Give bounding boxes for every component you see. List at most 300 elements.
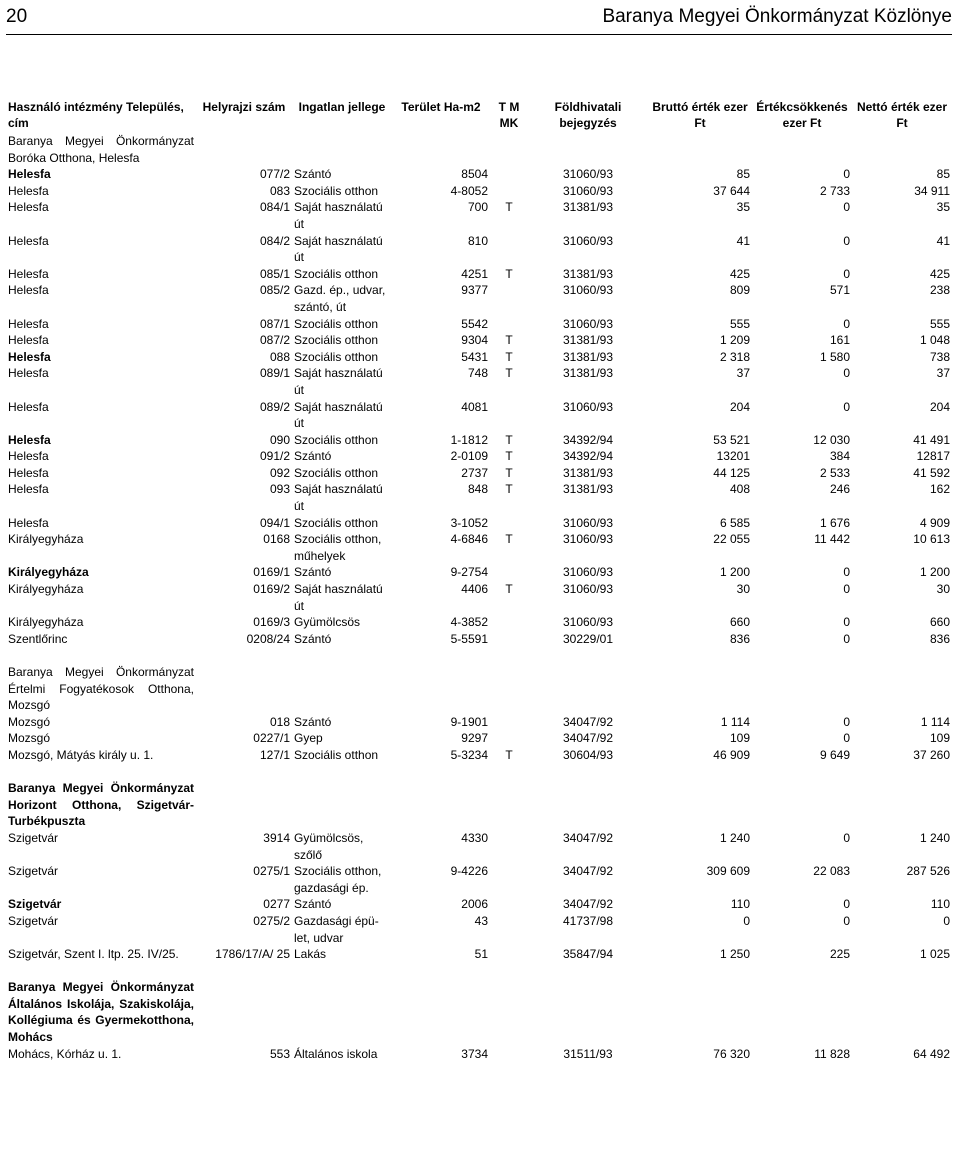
cell-gross-value: 46 909 xyxy=(713,747,750,762)
cell-plot-number: 091/2 xyxy=(259,449,290,464)
cell-land-registry: 31060/93 xyxy=(562,615,614,630)
cell-property-type: Szántó xyxy=(294,897,332,912)
page-header xyxy=(6,0,952,34)
table-body xyxy=(6,133,952,1062)
cell-depreciation: 0 xyxy=(843,266,850,281)
group-row xyxy=(6,780,952,830)
cell-gross-value: 53 521 xyxy=(713,432,750,447)
cell-property-type: Szociális otthon xyxy=(294,432,379,447)
cell-plot-number: 090 xyxy=(269,432,290,447)
table-row xyxy=(6,365,952,398)
cell-plot-number: 0169/3 xyxy=(253,615,290,630)
cell-tm-mk: T xyxy=(505,333,513,348)
cell-gross-value: 2 318 xyxy=(719,349,750,364)
cell-tm-mk xyxy=(490,282,528,315)
cell-land-registry: 31060/93 xyxy=(562,582,614,597)
spacer-row xyxy=(6,764,952,781)
cell-tm-mk xyxy=(490,896,528,913)
cell-plot-number: 553 xyxy=(269,1046,290,1061)
cell-institution: Helesfa xyxy=(8,399,49,414)
empty-cell xyxy=(648,664,752,714)
table-row xyxy=(6,166,952,183)
cell-net-value: 12817 xyxy=(916,449,950,464)
cell-depreciation: 0 xyxy=(843,399,850,414)
cell-tm-mk: T xyxy=(505,432,513,447)
cell-land-registry: 31060/93 xyxy=(562,565,614,580)
empty-cell xyxy=(392,780,490,830)
cell-institution: Helesfa xyxy=(8,233,49,248)
cell-property-type: Szociális otthon xyxy=(294,515,379,530)
cell-net-value: 660 xyxy=(929,615,950,630)
cell-land-registry: 34392/94 xyxy=(562,432,614,447)
cell-property-type: Szántó xyxy=(294,714,332,729)
cell-institution: Helesfa xyxy=(8,200,49,215)
cell-land-registry: 31060/93 xyxy=(562,167,614,182)
column-header-area: Terület Ha-m2 xyxy=(401,100,481,114)
cell-tm-mk: T xyxy=(505,482,513,497)
cell-gross-value: 1 200 xyxy=(719,565,750,580)
cell-area: 9-1901 xyxy=(450,714,488,729)
cell-depreciation: 0 xyxy=(843,233,850,248)
cell-tm-mk: T xyxy=(505,266,513,281)
cell-depreciation: 9 649 xyxy=(819,747,850,762)
page-number: 20 xyxy=(6,6,28,27)
cell-institution: Szigetvár xyxy=(8,913,59,928)
column-header-net-value: Nettó érték ezer Ft xyxy=(856,100,948,130)
column-header-plot-number: Helyrajzi szám xyxy=(202,100,286,114)
table-row xyxy=(6,465,952,482)
table-row xyxy=(6,399,952,432)
table-row xyxy=(6,863,952,896)
column-header-property-type: Ingatlan jellege xyxy=(298,100,386,114)
cell-institution: Helesfa xyxy=(8,183,49,198)
cell-area: 2737 xyxy=(461,465,488,480)
cell-depreciation: 571 xyxy=(829,283,850,298)
cell-gross-value: 6 585 xyxy=(719,515,750,530)
cell-land-registry: 31060/93 xyxy=(562,233,614,248)
cell-tm-mk xyxy=(490,714,528,731)
cell-area: 9-2754 xyxy=(450,565,488,580)
cell-property-type: Saját használatú út xyxy=(294,582,383,613)
header-divider xyxy=(6,34,952,35)
spacer-cell xyxy=(6,764,952,781)
table-row xyxy=(6,730,952,747)
cell-net-value: 1 240 xyxy=(919,830,950,845)
cell-institution: Helesfa xyxy=(8,432,51,447)
cell-net-value: 41 xyxy=(936,233,950,248)
cell-depreciation: 11 442 xyxy=(814,532,850,547)
empty-cell xyxy=(752,780,852,830)
cell-property-type: Saját használatú út xyxy=(294,482,383,514)
cell-tm-mk xyxy=(490,614,528,631)
cell-land-registry: 34047/92 xyxy=(562,830,614,845)
cell-plot-number: 089/1 xyxy=(259,366,290,381)
cell-plot-number: 0275/1 xyxy=(253,864,290,879)
cell-tm-mk xyxy=(490,830,528,863)
cell-land-registry: 31381/93 xyxy=(562,482,614,497)
cell-area: 4081 xyxy=(461,399,488,414)
empty-cell xyxy=(292,133,392,166)
empty-cell xyxy=(528,780,648,830)
empty-cell xyxy=(852,133,952,166)
cell-land-registry: 34392/94 xyxy=(562,449,614,464)
column-header-institution: Használó intézmény Település, cím xyxy=(8,100,184,130)
publication-title: Baranya Megyei Önkormányzat Közlönye xyxy=(602,6,952,27)
cell-net-value: 109 xyxy=(929,731,950,746)
group-row xyxy=(6,979,952,1045)
cell-plot-number: 087/1 xyxy=(259,316,290,331)
cell-net-value: 37 xyxy=(936,366,950,381)
cell-institution: Helesfa xyxy=(8,349,51,364)
cell-depreciation: 0 xyxy=(843,731,850,746)
empty-cell xyxy=(852,780,952,830)
group-row xyxy=(6,133,952,166)
cell-gross-value: 204 xyxy=(729,399,750,414)
table-row xyxy=(6,830,952,863)
cell-plot-number: 084/1 xyxy=(259,200,290,215)
cell-property-type: Saját használatú út xyxy=(294,200,383,231)
cell-area: 5-5591 xyxy=(450,631,488,646)
cell-tm-mk: T xyxy=(505,747,513,762)
cell-institution: Helesfa xyxy=(8,283,49,298)
cell-land-registry: 30229/01 xyxy=(562,631,614,646)
empty-cell xyxy=(196,133,292,166)
empty-cell xyxy=(752,664,852,714)
cell-depreciation: 2 533 xyxy=(819,465,850,480)
cell-property-type: Gazdasági épület, udvar xyxy=(294,913,379,945)
cell-property-type: Szántó xyxy=(294,631,332,646)
empty-cell xyxy=(752,979,852,1045)
cell-tm-mk xyxy=(490,166,528,183)
cell-tm-mk xyxy=(490,564,528,581)
cell-tm-mk xyxy=(490,183,528,200)
cell-institution: Mozsgó xyxy=(8,714,51,729)
column-header-gross-value: Bruttó érték ezer Ft xyxy=(652,100,748,130)
cell-area: 4406 xyxy=(461,582,488,597)
cell-area: 9-4226 xyxy=(450,864,488,879)
cell-land-registry: 31060/93 xyxy=(562,515,614,530)
table-row xyxy=(6,233,952,266)
spacer-cell xyxy=(6,963,952,980)
empty-cell xyxy=(196,780,292,830)
empty-cell xyxy=(392,979,490,1045)
cell-depreciation: 0 xyxy=(843,913,850,928)
empty-cell xyxy=(490,664,528,714)
cell-depreciation: 0 xyxy=(843,565,850,580)
cell-net-value: 34 911 xyxy=(914,183,950,198)
cell-depreciation: 1 676 xyxy=(819,515,850,530)
cell-property-type: Szociális otthon xyxy=(294,183,379,198)
cell-property-type: Saját használatú út xyxy=(294,233,383,265)
cell-area: 848 xyxy=(467,482,488,497)
cell-tm-mk: T xyxy=(505,349,513,364)
cell-institution: Helesfa xyxy=(8,266,49,281)
empty-cell xyxy=(392,664,490,714)
empty-cell xyxy=(490,979,528,1045)
empty-cell xyxy=(490,133,528,166)
empty-cell xyxy=(196,664,292,714)
cell-plot-number: 1786/17/A/ 25 xyxy=(215,947,290,962)
cell-tm-mk: T xyxy=(505,465,513,480)
cell-land-registry: 34047/92 xyxy=(562,714,614,729)
cell-tm-mk xyxy=(490,233,528,266)
cell-depreciation: 0 xyxy=(843,316,850,331)
table-row xyxy=(6,581,952,614)
column-header-depreciation: Értékcsökkenés ezer Ft xyxy=(756,100,848,130)
cell-land-registry: 30604/93 xyxy=(562,747,614,762)
cell-net-value: 287 526 xyxy=(906,864,950,879)
spacer-row xyxy=(6,963,952,980)
cell-land-registry: 31381/93 xyxy=(562,333,614,348)
empty-cell xyxy=(292,979,392,1045)
cell-institution: Mozsgó xyxy=(8,731,51,746)
empty-cell xyxy=(752,133,852,166)
cell-land-registry: 31060/93 xyxy=(562,183,614,198)
cell-gross-value: 37 xyxy=(736,366,750,381)
cell-gross-value: 1 240 xyxy=(719,830,750,845)
table-row xyxy=(6,316,952,333)
cell-gross-value: 22 055 xyxy=(713,532,750,547)
cell-property-type: Szántó xyxy=(294,167,332,182)
empty-cell xyxy=(528,979,648,1045)
cell-depreciation: 0 xyxy=(843,366,850,381)
cell-area: 9297 xyxy=(461,731,488,746)
table-row xyxy=(6,332,952,349)
cell-plot-number: 092 xyxy=(269,465,290,480)
cell-plot-number: 0275/2 xyxy=(253,913,290,928)
cell-property-type: Szociális otthon xyxy=(294,747,379,762)
cell-property-type: Gyümölcsös, szőlő xyxy=(294,830,364,862)
cell-tm-mk xyxy=(490,631,528,648)
cell-area: 9304 xyxy=(461,333,488,348)
table-row xyxy=(6,432,952,449)
group-title: Baranya Megyei Önkormányzat Értelmi Fogyatékosok Otthona, Mozsgó xyxy=(8,665,194,713)
cell-tm-mk xyxy=(490,316,528,333)
cell-gross-value: 660 xyxy=(729,615,750,630)
empty-cell xyxy=(292,664,392,714)
cell-area: 4330 xyxy=(461,830,488,845)
cell-area: 2006 xyxy=(461,897,488,912)
cell-net-value: 1 114 xyxy=(920,714,950,729)
cell-institution: Helesfa xyxy=(8,167,51,182)
cell-institution: Helesfa xyxy=(8,316,49,331)
property-table xyxy=(6,99,952,1062)
empty-cell xyxy=(490,780,528,830)
cell-land-registry: 31511/93 xyxy=(563,1046,613,1061)
cell-depreciation: 1 580 xyxy=(819,349,850,364)
cell-gross-value: 41 xyxy=(736,233,750,248)
cell-gross-value: 110 xyxy=(730,897,750,912)
empty-cell xyxy=(292,780,392,830)
cell-plot-number: 0227/1 xyxy=(253,731,290,746)
cell-plot-number: 088 xyxy=(269,349,290,364)
table-row xyxy=(6,564,952,581)
cell-plot-number: 083 xyxy=(269,183,290,198)
cell-plot-number: 087/2 xyxy=(259,333,290,348)
cell-tm-mk xyxy=(490,730,528,747)
cell-plot-number: 0277 xyxy=(263,897,290,912)
empty-cell xyxy=(852,979,952,1045)
cell-plot-number: 0169/2 xyxy=(253,582,290,597)
cell-land-registry: 31381/93 xyxy=(562,366,614,381)
cell-plot-number: 089/2 xyxy=(259,399,290,414)
cell-depreciation: 0 xyxy=(843,830,850,845)
cell-gross-value: 0 xyxy=(743,913,750,928)
table-row xyxy=(6,614,952,631)
cell-depreciation: 0 xyxy=(843,582,850,597)
cell-land-registry: 31060/93 xyxy=(562,316,614,331)
cell-area: 51 xyxy=(474,947,488,962)
cell-net-value: 110 xyxy=(930,897,950,912)
table-row xyxy=(6,1046,952,1063)
cell-plot-number: 077/2 xyxy=(259,167,290,182)
cell-institution: Helesfa xyxy=(8,515,49,530)
cell-gross-value: 1 250 xyxy=(719,947,750,962)
cell-property-type: Szociális otthon xyxy=(294,333,379,348)
table-row xyxy=(6,282,952,315)
cell-property-type: Lakás xyxy=(294,947,327,962)
cell-institution: Királyegyháza xyxy=(8,532,84,547)
cell-depreciation: 246 xyxy=(829,482,850,497)
cell-depreciation: 0 xyxy=(843,897,850,912)
cell-tm-mk xyxy=(490,946,528,963)
cell-gross-value: 30 xyxy=(736,582,750,597)
cell-institution: Szentlőrinc xyxy=(8,631,68,646)
cell-net-value: 41 592 xyxy=(913,465,950,480)
cell-institution: Helesfa xyxy=(8,366,49,381)
cell-area: 5-3234 xyxy=(450,747,488,762)
cell-depreciation: 0 xyxy=(843,714,850,729)
cell-institution: Helesfa xyxy=(8,482,49,497)
cell-property-type: Gazd. ép., udvar, szántó, út xyxy=(294,283,386,314)
cell-land-registry: 31381/93 xyxy=(562,465,614,480)
cell-land-registry: 34047/92 xyxy=(562,864,614,879)
cell-area: 5542 xyxy=(461,316,488,331)
cell-institution: Mozsgó, Mátyás király u. 1. xyxy=(8,747,154,762)
cell-land-registry: 31381/93 xyxy=(562,349,614,364)
cell-depreciation: 12 030 xyxy=(813,432,850,447)
cell-gross-value: 44 125 xyxy=(713,465,750,480)
cell-property-type: Gyep xyxy=(294,731,323,746)
cell-tm-mk: T xyxy=(505,200,513,215)
cell-tm-mk: T xyxy=(505,582,513,597)
cell-net-value: 204 xyxy=(929,399,950,414)
cell-plot-number: 094/1 xyxy=(259,515,290,530)
cell-land-registry: 34047/92 xyxy=(562,897,614,912)
cell-depreciation: 0 xyxy=(843,631,850,646)
cell-area: 810 xyxy=(467,233,488,248)
cell-area: 1-1812 xyxy=(450,432,488,447)
cell-land-registry: 31381/93 xyxy=(562,200,614,215)
cell-gross-value: 85 xyxy=(736,167,750,182)
cell-land-registry: 31060/93 xyxy=(562,283,614,298)
cell-plot-number: 085/2 xyxy=(259,283,290,298)
cell-plot-number: 127/1 xyxy=(259,747,290,762)
cell-tm-mk xyxy=(490,399,528,432)
cell-depreciation: 0 xyxy=(843,167,850,182)
cell-area: 3734 xyxy=(461,1046,488,1061)
cell-depreciation: 0 xyxy=(843,200,850,215)
cell-net-value: 1 048 xyxy=(919,333,950,348)
table-row xyxy=(6,266,952,283)
cell-net-value: 10 613 xyxy=(913,532,950,547)
cell-plot-number: 093 xyxy=(269,482,290,497)
empty-cell xyxy=(392,133,490,166)
table-header-row xyxy=(6,99,952,133)
cell-property-type: Szociális otthon, gazdasági ép. xyxy=(294,864,382,895)
cell-area: 4-8052 xyxy=(450,183,488,198)
cell-net-value: 836 xyxy=(929,631,950,646)
empty-cell xyxy=(528,664,648,714)
cell-net-value: 35 xyxy=(936,200,950,215)
cell-tm-mk xyxy=(490,515,528,532)
table-row xyxy=(6,913,952,946)
empty-cell xyxy=(648,780,752,830)
cell-area: 8504 xyxy=(461,167,488,182)
cell-institution: Királyegyháza xyxy=(8,565,89,580)
cell-gross-value: 35 xyxy=(736,200,750,215)
empty-cell xyxy=(852,664,952,714)
cell-property-type: Saját használatú út xyxy=(294,399,383,431)
cell-net-value: 1 025 xyxy=(919,947,950,962)
cell-plot-number: 084/2 xyxy=(259,233,290,248)
cell-gross-value: 1 209 xyxy=(719,333,750,348)
cell-gross-value: 836 xyxy=(729,631,750,646)
cell-property-type: Szociális otthon xyxy=(294,316,379,331)
cell-property-type: Szántó xyxy=(294,565,332,580)
cell-tm-mk: T xyxy=(505,366,513,381)
cell-area: 9377 xyxy=(461,283,488,298)
column-header-land-registry: Földhivatali bejegyzés xyxy=(554,100,622,130)
table-row xyxy=(6,199,952,232)
cell-net-value: 37 260 xyxy=(913,747,950,762)
empty-cell xyxy=(648,979,752,1045)
cell-gross-value: 76 320 xyxy=(713,1046,750,1061)
cell-depreciation: 2 733 xyxy=(819,183,850,198)
cell-property-type: Szántó xyxy=(294,449,332,464)
cell-institution: Szigetvár xyxy=(8,897,62,912)
cell-plot-number: 0169/1 xyxy=(253,565,290,580)
table-row xyxy=(6,747,952,764)
cell-depreciation: 225 xyxy=(829,947,850,962)
cell-net-value: 4 909 xyxy=(919,515,950,530)
cell-depreciation: 161 xyxy=(829,333,850,348)
cell-plot-number: 0168 xyxy=(263,532,290,547)
cell-plot-number: 0208/24 xyxy=(246,631,290,646)
cell-institution: Helesfa xyxy=(8,333,49,348)
table-row xyxy=(6,448,952,465)
cell-area: 5431 xyxy=(461,349,488,364)
cell-institution: Helesfa xyxy=(8,449,49,464)
cell-area: 4251 xyxy=(461,266,488,281)
cell-plot-number: 085/1 xyxy=(259,266,290,281)
cell-tm-mk xyxy=(490,913,528,946)
cell-tm-mk xyxy=(490,863,528,896)
cell-net-value: 162 xyxy=(929,482,950,497)
spacer-row xyxy=(6,647,952,664)
cell-net-value: 41 491 xyxy=(913,432,950,447)
cell-plot-number: 018 xyxy=(269,714,290,729)
cell-institution: Királyegyháza xyxy=(8,582,84,597)
cell-area: 4-3852 xyxy=(450,615,488,630)
cell-plot-number: 3914 xyxy=(263,830,290,845)
cell-gross-value: 555 xyxy=(729,316,750,331)
cell-depreciation: 384 xyxy=(829,449,850,464)
cell-institution: Szigetvár xyxy=(8,864,59,879)
cell-area: 748 xyxy=(467,366,488,381)
cell-area: 43 xyxy=(474,913,488,928)
cell-tm-mk: T xyxy=(505,449,513,464)
